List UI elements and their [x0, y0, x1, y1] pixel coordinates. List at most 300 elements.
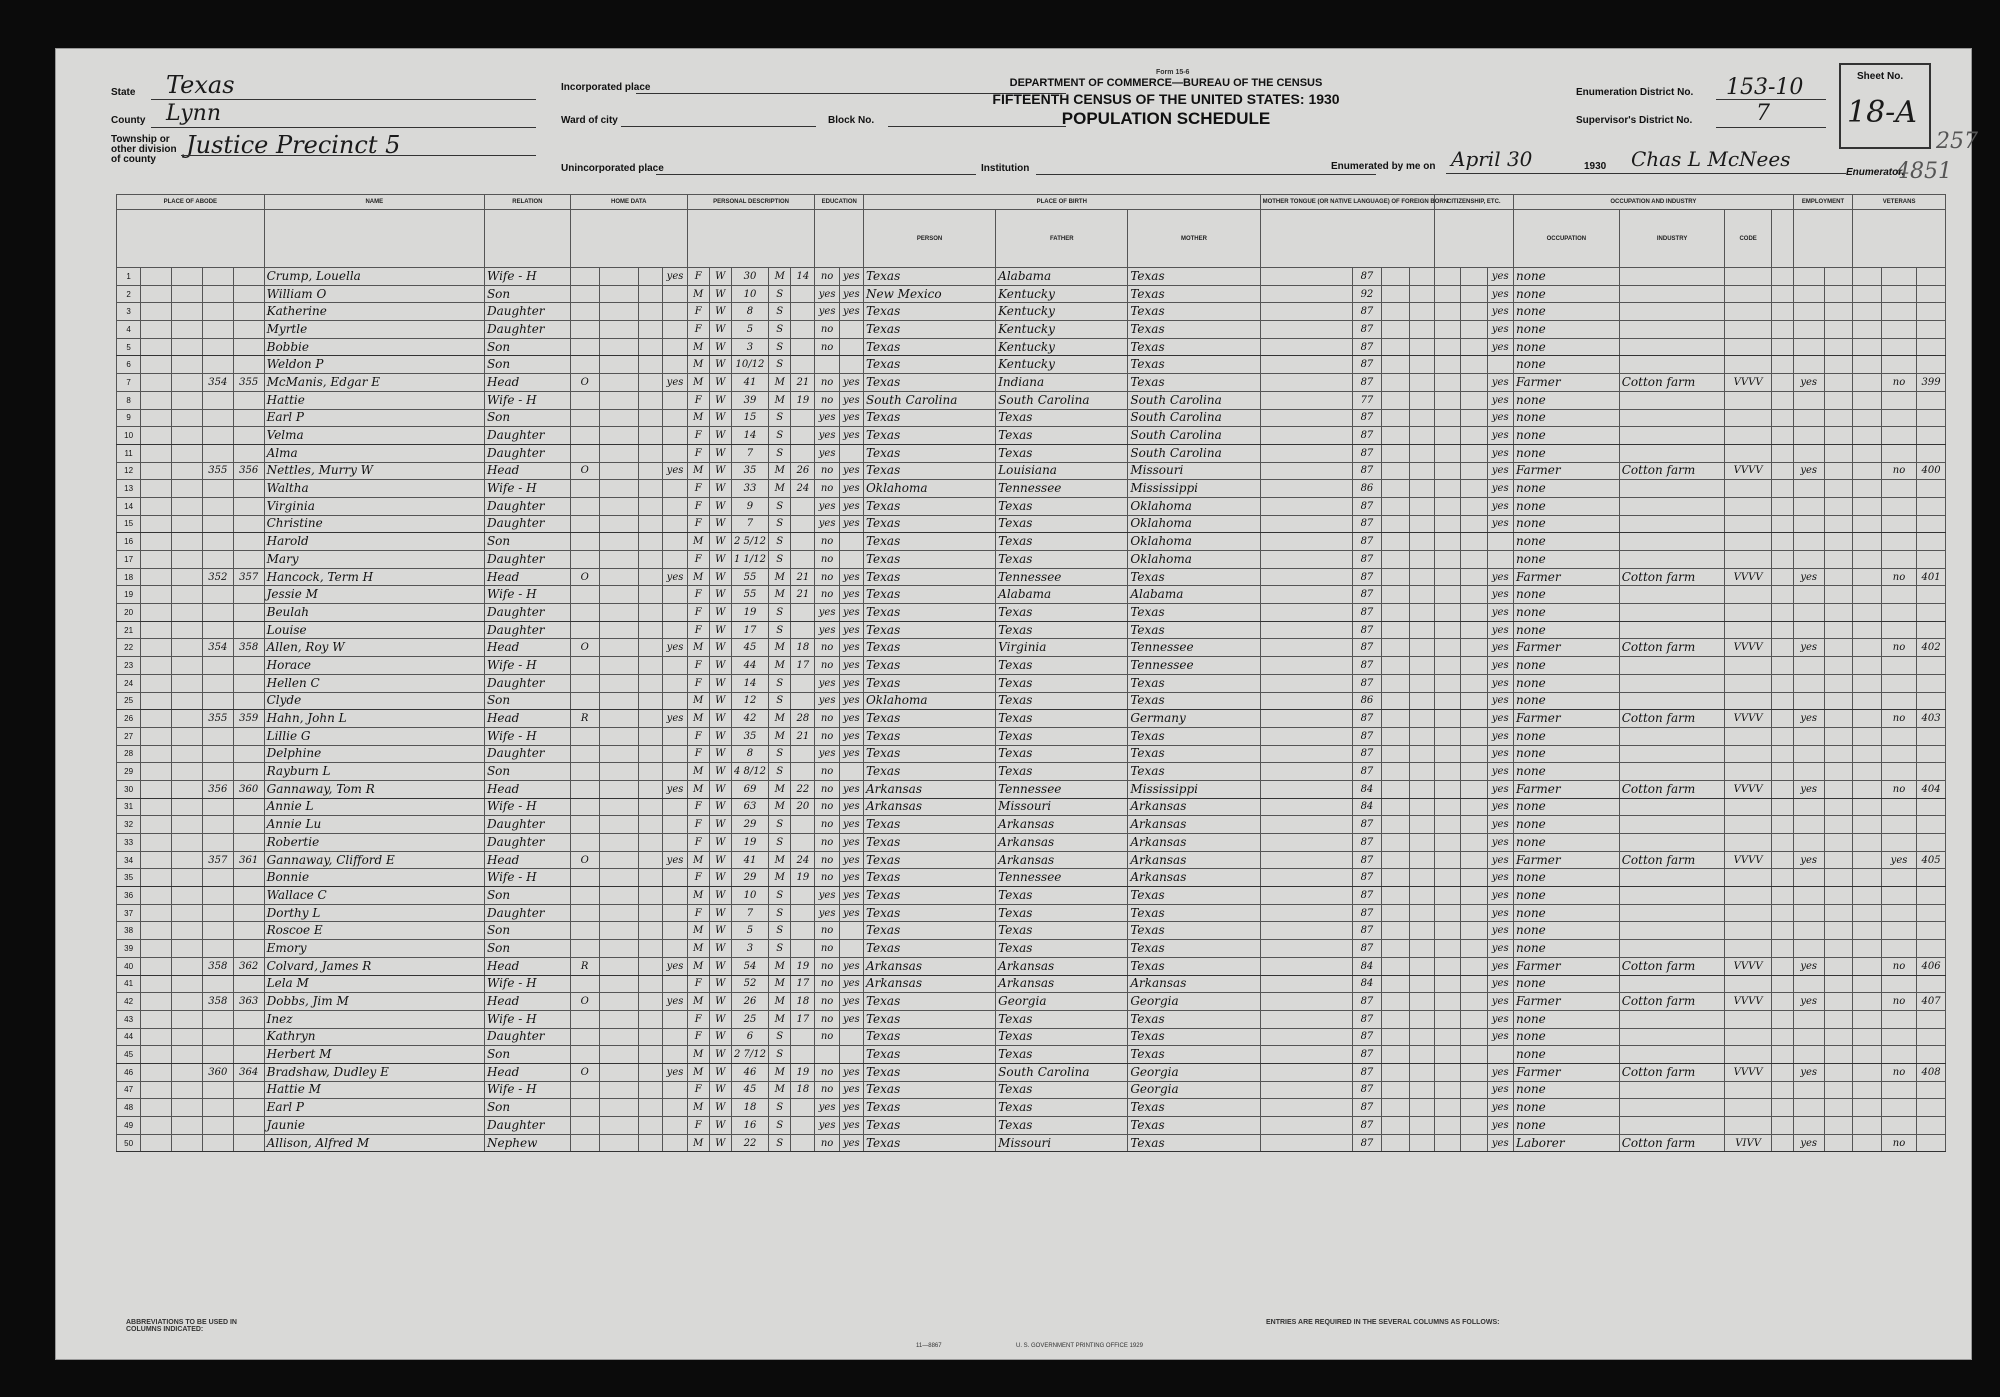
age: 2 7/12 — [731, 1046, 768, 1064]
person-name: Colvard, James R — [264, 957, 484, 975]
class-of-worker — [1771, 692, 1793, 710]
unemployment-line — [1824, 692, 1853, 710]
can-read-write: yes — [839, 268, 863, 286]
on-farm — [663, 409, 687, 427]
farm-schedule — [1917, 940, 1946, 958]
war — [1881, 391, 1916, 409]
immigration-year — [1434, 763, 1460, 781]
farm-schedule: 406 — [1917, 957, 1946, 975]
code-c — [1410, 639, 1434, 657]
age-at-marriage — [791, 338, 815, 356]
war — [1881, 674, 1916, 692]
line-number: 48 — [117, 1099, 141, 1117]
dwelling-number — [202, 1099, 233, 1117]
can-read-write: yes — [839, 904, 863, 922]
sex: M — [687, 568, 709, 586]
veteran — [1853, 780, 1882, 798]
age-at-marriage — [791, 303, 815, 321]
code-a: 87 — [1353, 444, 1382, 462]
speaks-english: yes — [1487, 409, 1513, 427]
line-number: 27 — [117, 727, 141, 745]
relation: Daughter — [484, 816, 570, 834]
mother-tongue — [1260, 356, 1353, 374]
farm-schedule — [1917, 887, 1946, 905]
mother-tongue — [1260, 1081, 1353, 1099]
speaks-english: yes — [1487, 887, 1513, 905]
industry — [1619, 604, 1725, 622]
naturalization — [1461, 621, 1487, 639]
age-at-marriage: 26 — [791, 462, 815, 480]
on-farm — [663, 940, 687, 958]
relation: Head — [484, 780, 570, 798]
dwelling-number — [202, 427, 233, 445]
county-label: County — [111, 115, 146, 126]
radio-set — [639, 922, 663, 940]
person-name: Dobbs, Jim M — [264, 993, 484, 1011]
marital-status: S — [769, 427, 791, 445]
on-farm — [663, 692, 687, 710]
industry — [1619, 497, 1725, 515]
house-number — [172, 993, 203, 1011]
family-number — [233, 391, 264, 409]
code-c — [1410, 515, 1434, 533]
class-of-worker — [1771, 727, 1793, 745]
occupation: none — [1513, 551, 1619, 569]
relation: Son — [484, 887, 570, 905]
race: W — [709, 975, 731, 993]
farm-schedule — [1917, 763, 1946, 781]
immigration-year — [1434, 515, 1460, 533]
code-a: 87 — [1353, 427, 1382, 445]
home-value — [599, 922, 639, 940]
house-number — [172, 604, 203, 622]
code-a: 87 — [1353, 710, 1382, 728]
group-veterans: VETERANS — [1853, 195, 1946, 210]
street — [141, 904, 172, 922]
on-farm — [663, 674, 687, 692]
on-farm: yes — [663, 1063, 687, 1081]
birthplace-father: South Carolina — [996, 1063, 1128, 1081]
birthplace-person: Texas — [863, 515, 995, 533]
industry — [1619, 409, 1725, 427]
farm-schedule — [1917, 869, 1946, 887]
age: 3 — [731, 338, 768, 356]
naturalization — [1461, 798, 1487, 816]
code-b — [1381, 1134, 1410, 1152]
birthplace-father: Arkansas — [996, 851, 1128, 869]
age: 2 5/12 — [731, 533, 768, 551]
occupation: none — [1513, 692, 1619, 710]
census-rows — [117, 268, 1946, 1152]
birthplace-mother: Texas — [1128, 887, 1260, 905]
code-c — [1410, 780, 1434, 798]
immigration-year — [1434, 957, 1460, 975]
line-number: 5 — [117, 338, 141, 356]
naturalization — [1461, 462, 1487, 480]
family-number — [233, 940, 264, 958]
abbreviations-title: ABBREVIATIONS TO BE USED IN COLUMNS INDICATED: — [126, 1319, 237, 1333]
street — [141, 674, 172, 692]
mother-tongue — [1260, 374, 1353, 392]
occupation: none — [1513, 674, 1619, 692]
home-value — [599, 957, 639, 975]
immigration-year — [1434, 374, 1460, 392]
mother-tongue — [1260, 1010, 1353, 1028]
class-of-worker — [1771, 338, 1793, 356]
person-name: Bonnie — [264, 869, 484, 887]
street — [141, 551, 172, 569]
immigration-year — [1434, 497, 1460, 515]
group-mother-tongue: MOTHER TONGUE (OR NATIVE LANGUAGE) OF FOREIGN BORN — [1260, 195, 1434, 210]
on-farm — [663, 444, 687, 462]
speaks-english: yes — [1487, 727, 1513, 745]
birthplace-mother: South Carolina — [1128, 427, 1260, 445]
can-read-write — [839, 1028, 863, 1046]
occupation-code: VVVV — [1725, 957, 1771, 975]
relation: Head — [484, 851, 570, 869]
code-a: 84 — [1353, 975, 1382, 993]
can-read-write: yes — [839, 816, 863, 834]
birthplace-mother: Mississippi — [1128, 480, 1260, 498]
class-of-worker — [1771, 568, 1793, 586]
employment — [1793, 816, 1824, 834]
dwelling-number — [202, 834, 233, 852]
age-at-marriage — [791, 816, 815, 834]
occupation-code — [1725, 621, 1771, 639]
race: W — [709, 639, 731, 657]
speaks-english — [1487, 356, 1513, 374]
street — [141, 1010, 172, 1028]
occupation-code — [1725, 480, 1771, 498]
unemployment-line — [1824, 338, 1853, 356]
sheet-label: Sheet No. — [1857, 71, 1904, 82]
home-owned — [570, 480, 599, 498]
marital-status: S — [769, 692, 791, 710]
occupation: none — [1513, 745, 1619, 763]
radio-set — [639, 798, 663, 816]
person-name: Louise — [264, 621, 484, 639]
code-c — [1410, 321, 1434, 339]
line-number: 25 — [117, 692, 141, 710]
marital-status: S — [769, 922, 791, 940]
attended-school: yes — [815, 285, 839, 303]
birthplace-person: Texas — [863, 1081, 995, 1099]
race: W — [709, 657, 731, 675]
race: W — [709, 710, 731, 728]
birthplace-mother: Texas — [1128, 285, 1260, 303]
code-b — [1381, 1081, 1410, 1099]
group-citizenship: CITIZENSHIP, ETC. — [1434, 195, 1513, 210]
class-of-worker — [1771, 1046, 1793, 1064]
census-row — [117, 727, 1946, 745]
on-farm — [663, 303, 687, 321]
employment — [1793, 338, 1824, 356]
family-number — [233, 1081, 264, 1099]
birthplace-father: Tennessee — [996, 568, 1128, 586]
birthplace-mother: South Carolina — [1128, 409, 1260, 427]
code-a: 87 — [1353, 851, 1382, 869]
dwelling-number: 357 — [202, 851, 233, 869]
radio-set — [639, 674, 663, 692]
census-row — [117, 1010, 1946, 1028]
birthplace-person: Arkansas — [863, 975, 995, 993]
person-name: Christine — [264, 515, 484, 533]
mother-tongue — [1260, 993, 1353, 1011]
radio-set — [639, 515, 663, 533]
industry: Cotton farm — [1619, 957, 1725, 975]
relation: Wife - H — [484, 391, 570, 409]
radio-set — [639, 427, 663, 445]
birthplace-father: Arkansas — [996, 975, 1128, 993]
family-number — [233, 409, 264, 427]
person-name: Lillie G — [264, 727, 484, 745]
code-c — [1410, 674, 1434, 692]
marital-status: M — [769, 586, 791, 604]
mother-tongue — [1260, 780, 1353, 798]
code-c — [1410, 621, 1434, 639]
employment — [1793, 356, 1824, 374]
naturalization — [1461, 480, 1487, 498]
unemployment-line — [1824, 710, 1853, 728]
code-c — [1410, 922, 1434, 940]
war — [1881, 763, 1916, 781]
education-subheaders — [815, 210, 863, 268]
class-of-worker — [1771, 975, 1793, 993]
code-b — [1381, 303, 1410, 321]
naturalization — [1461, 533, 1487, 551]
industry: Cotton farm — [1619, 851, 1725, 869]
code-b — [1381, 338, 1410, 356]
occupation: none — [1513, 887, 1619, 905]
code-a: 87 — [1353, 321, 1382, 339]
attended-school: yes — [815, 497, 839, 515]
unemployment-line — [1824, 727, 1853, 745]
marital-status: S — [769, 816, 791, 834]
radio-set — [639, 1046, 663, 1064]
birthplace-mother: Texas — [1128, 303, 1260, 321]
industry — [1619, 338, 1725, 356]
birthplace-person: Texas — [863, 462, 995, 480]
code-a: 87 — [1353, 816, 1382, 834]
line-number: 35 — [117, 869, 141, 887]
person-name: Hattie M — [264, 1081, 484, 1099]
house-number — [172, 1063, 203, 1081]
employment — [1793, 515, 1824, 533]
home-owned — [570, 444, 599, 462]
birthplace-father: Virginia — [996, 639, 1128, 657]
dwelling-number — [202, 1028, 233, 1046]
attended-school: yes — [815, 444, 839, 462]
naturalization — [1461, 374, 1487, 392]
veteran — [1853, 851, 1882, 869]
speaks-english: yes — [1487, 1010, 1513, 1028]
occupation-code — [1725, 338, 1771, 356]
census-row — [117, 851, 1946, 869]
home-owned — [570, 409, 599, 427]
attended-school: no — [815, 1081, 839, 1099]
person-name: Velma — [264, 427, 484, 445]
veteran — [1853, 427, 1882, 445]
street — [141, 710, 172, 728]
unemployment-line — [1824, 922, 1853, 940]
line-number: 30 — [117, 780, 141, 798]
age-at-marriage — [791, 1046, 815, 1064]
relation: Daughter — [484, 604, 570, 622]
line-number: 19 — [117, 586, 141, 604]
class-of-worker — [1771, 533, 1793, 551]
age: 3 — [731, 940, 768, 958]
state-underline — [151, 99, 536, 100]
occupation: none — [1513, 285, 1619, 303]
naturalization — [1461, 1010, 1487, 1028]
family-number — [233, 869, 264, 887]
street — [141, 1046, 172, 1064]
family-number — [233, 533, 264, 551]
code-a: 87 — [1353, 1028, 1382, 1046]
race: W — [709, 480, 731, 498]
on-farm — [663, 604, 687, 622]
birthplace-father: Texas — [996, 1028, 1128, 1046]
birthplace-person: Texas — [863, 427, 995, 445]
relation: Daughter — [484, 303, 570, 321]
employment — [1793, 604, 1824, 622]
attended-school: yes — [815, 1099, 839, 1117]
class-of-worker — [1771, 710, 1793, 728]
class-of-worker — [1771, 1010, 1793, 1028]
speaks-english: yes — [1487, 834, 1513, 852]
sex: F — [687, 834, 709, 852]
can-read-write: yes — [839, 780, 863, 798]
on-farm — [663, 1028, 687, 1046]
line-number: 31 — [117, 798, 141, 816]
enumerator-underline — [1446, 173, 1846, 174]
on-farm: yes — [663, 568, 687, 586]
family-number — [233, 745, 264, 763]
code-a: 87 — [1353, 621, 1382, 639]
employment: yes — [1793, 851, 1824, 869]
person-name: Hahn, John L — [264, 710, 484, 728]
age: 10/12 — [731, 356, 768, 374]
race: W — [709, 1028, 731, 1046]
age-at-marriage — [791, 922, 815, 940]
radio-set — [639, 480, 663, 498]
birthplace-father: Texas — [996, 1046, 1128, 1064]
mother-tongue — [1260, 674, 1353, 692]
class-of-worker — [1771, 869, 1793, 887]
radio-set — [639, 763, 663, 781]
age-at-marriage: 17 — [791, 975, 815, 993]
home-value — [599, 780, 639, 798]
age-at-marriage: 19 — [791, 957, 815, 975]
immigration-year — [1434, 1117, 1460, 1135]
veteran — [1853, 887, 1882, 905]
person-name: Katherine — [264, 303, 484, 321]
sex: F — [687, 727, 709, 745]
dwelling-number — [202, 1134, 233, 1152]
age-at-marriage: 24 — [791, 480, 815, 498]
person-name: Roscoe E — [264, 922, 484, 940]
speaks-english: yes — [1487, 1099, 1513, 1117]
class-of-worker — [1771, 409, 1793, 427]
home-owned — [570, 338, 599, 356]
war — [1881, 515, 1916, 533]
birthplace-person: Texas — [863, 922, 995, 940]
code-c — [1410, 869, 1434, 887]
immigration-year — [1434, 780, 1460, 798]
code-a: 84 — [1353, 957, 1382, 975]
age: 10 — [731, 887, 768, 905]
code-a: 86 — [1353, 692, 1382, 710]
occupation: none — [1513, 763, 1619, 781]
code-a: 84 — [1353, 798, 1382, 816]
marital-status: M — [769, 780, 791, 798]
war — [1881, 356, 1916, 374]
marital-status: S — [769, 940, 791, 958]
marital-status: M — [769, 657, 791, 675]
dwelling-number — [202, 745, 233, 763]
enumeration-date: April 30 — [1451, 147, 1533, 171]
speaks-english: yes — [1487, 851, 1513, 869]
occupation-code — [1725, 745, 1771, 763]
radio-set — [639, 533, 663, 551]
street — [141, 1117, 172, 1135]
industry — [1619, 674, 1725, 692]
veteran — [1853, 1046, 1882, 1064]
code-b — [1381, 515, 1410, 533]
birthplace-mother: Tennessee — [1128, 657, 1260, 675]
census-row — [117, 993, 1946, 1011]
code-b — [1381, 568, 1410, 586]
occupation: none — [1513, 1028, 1619, 1046]
occupation-code — [1725, 1099, 1771, 1117]
immigration-year — [1434, 409, 1460, 427]
person-name: Annie Lu — [264, 816, 484, 834]
code-b — [1381, 1010, 1410, 1028]
industry: Cotton farm — [1619, 993, 1725, 1011]
industry — [1619, 480, 1725, 498]
radio-set — [639, 975, 663, 993]
occupation-code — [1725, 1010, 1771, 1028]
war: no — [1881, 710, 1916, 728]
veteran — [1853, 1134, 1882, 1152]
relation: Son — [484, 409, 570, 427]
immigration-year — [1434, 1010, 1460, 1028]
age-at-marriage — [791, 674, 815, 692]
race: W — [709, 462, 731, 480]
home-owned — [570, 356, 599, 374]
house-number — [172, 1010, 203, 1028]
on-farm — [663, 1081, 687, 1099]
on-farm — [663, 1134, 687, 1152]
header-code: CODE — [1725, 210, 1771, 268]
radio-set — [639, 1010, 663, 1028]
veteran — [1853, 727, 1882, 745]
street — [141, 745, 172, 763]
speaks-english — [1487, 1046, 1513, 1064]
immigration-year — [1434, 816, 1460, 834]
can-read-write — [839, 356, 863, 374]
occupation-code — [1725, 674, 1771, 692]
person-name: Wallace C — [264, 887, 484, 905]
person-name: Harold — [264, 533, 484, 551]
mother-tongue — [1260, 303, 1353, 321]
home-value — [599, 657, 639, 675]
marital-status: S — [769, 1117, 791, 1135]
speaks-english: yes — [1487, 993, 1513, 1011]
home-value — [599, 1010, 639, 1028]
radio-set — [639, 1081, 663, 1099]
birthplace-father: Texas — [996, 515, 1128, 533]
